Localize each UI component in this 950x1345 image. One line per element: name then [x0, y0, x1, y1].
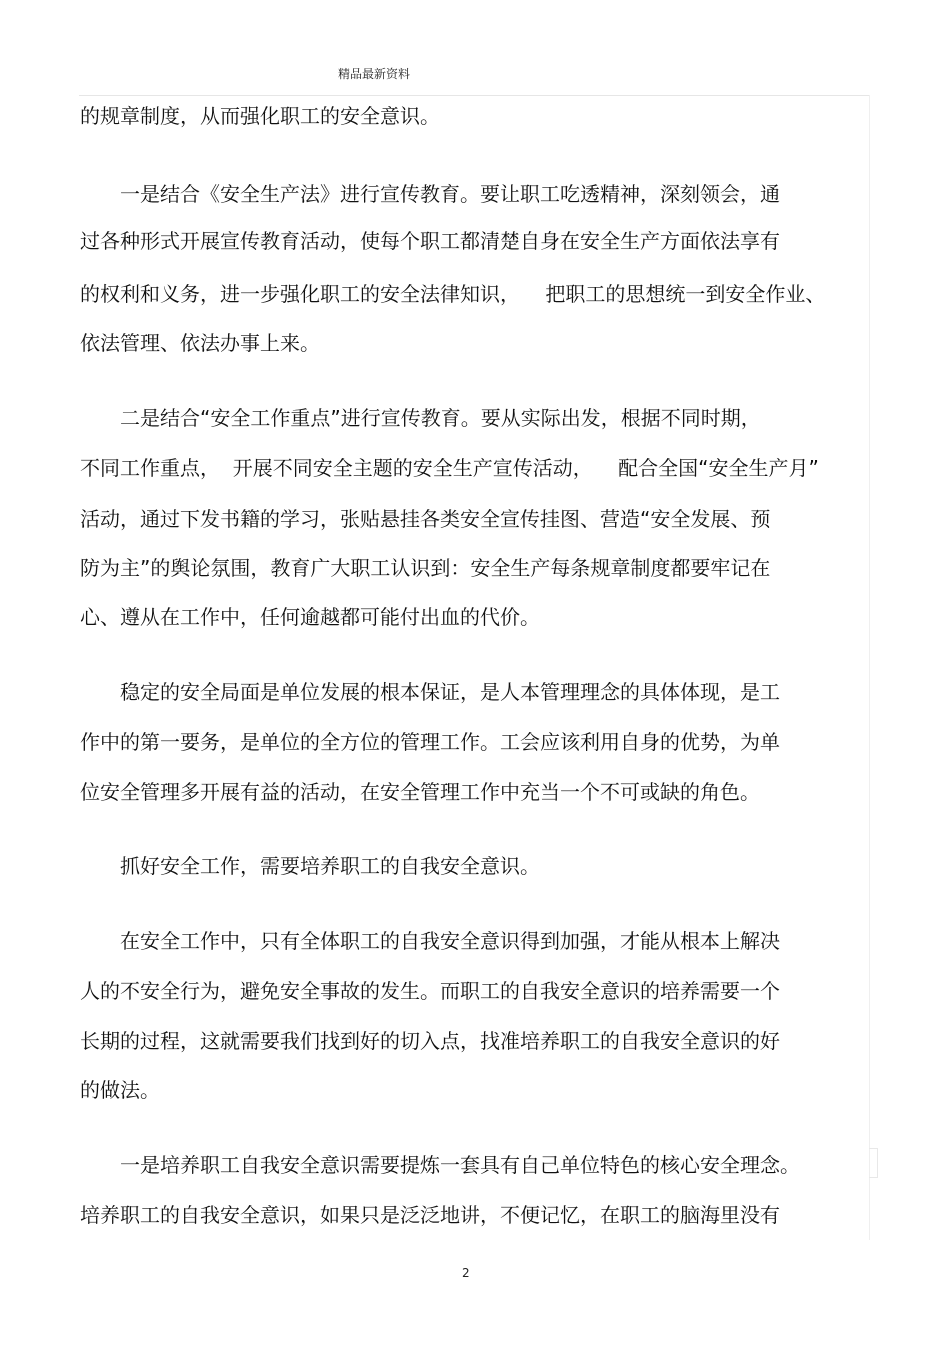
right-margin-marker: [869, 1148, 878, 1178]
right-margin-rule: [869, 95, 870, 1240]
text-line: 一是培养职工自我安全意识需要提炼一套具有自己单位特色的核心安全理念。: [120, 1153, 800, 1177]
text-line: 长期的过程，这就需要我们找到好的切入点，找准培养职工的自我安全意识的好: [80, 1029, 780, 1053]
text-line: 二是结合“安全工作重点”进行宣传教育。要从实际出发，根据不同时期，: [120, 406, 761, 430]
text-line: 稳定的安全局面是单位发展的根本保证，是人本管理理念的具体体现，是工: [120, 680, 780, 704]
header-divider: [79, 95, 869, 96]
text-line: 在安全工作中，只有全体职工的自我安全意识得到加强，才能从根本上解决: [120, 929, 780, 953]
text-line: 的权利和义务，进一步强化职工的安全法律知识， 把职工的思想统一到安全作业、: [80, 282, 826, 306]
text-line: 的做法。: [80, 1078, 160, 1102]
page-header-title: 精品最新资料: [338, 67, 411, 81]
text-line: 位安全管理多开展有益的活动，在安全管理工作中充当一个不可或缺的角色。: [80, 780, 760, 804]
text-line: 不同工作重点， 开展不同安全主题的安全生产宣传活动， 配合全国“安全生产月”: [80, 456, 819, 480]
text-line: 培养职工的自我安全意识，如果只是泛泛地讲，不便记忆，在职工的脑海里没有: [80, 1203, 780, 1227]
text-line: 过各种形式开展宣传教育活动，使每个职工都清楚自身在安全生产方面依法享有: [80, 229, 780, 253]
text-line: 活动，通过下发书籍的学习，张贴悬挂各类安全宣传挂图、营造“安全发展、预: [80, 507, 771, 531]
page-number: 2: [462, 1266, 470, 1280]
text-line: 人的不安全行为，避免安全事故的发生。而职工的自我安全意识的培养需要一个: [80, 979, 780, 1003]
text-line: 作中的第一要务，是单位的全方位的管理工作。工会应该利用自身的优势，为单: [80, 730, 780, 754]
text-line: 防为主”的舆论氛围，教育广大职工认识到：安全生产每条规章制度都要牢记在: [80, 556, 771, 580]
text-line: 抓好安全工作，需要培养职工的自我安全意识。: [120, 854, 540, 878]
text-line: 心、遵从在工作中，任何逾越都可能付出血的代价。: [80, 605, 540, 629]
text-line: 依法管理、依法办事上来。: [80, 331, 320, 355]
text-line: 一是结合《安全生产法》进行宣传教育。要让职工吃透精神，深刻领会，通: [120, 182, 780, 206]
text-line: 的规章制度，从而强化职工的安全意识。: [80, 104, 440, 128]
